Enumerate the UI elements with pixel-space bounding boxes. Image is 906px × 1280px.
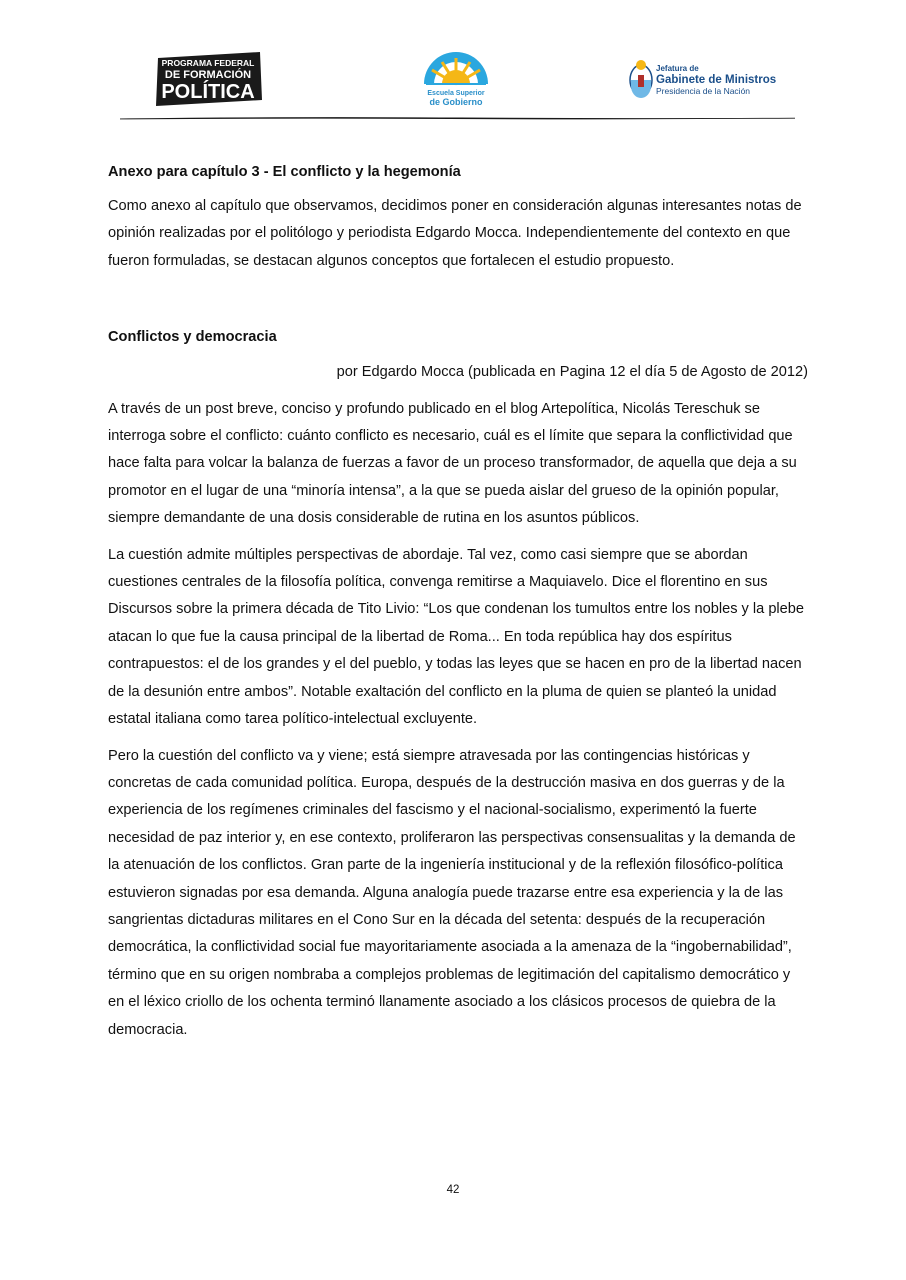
body-paragraph: Pero la cuestión del conflicto va y viene; está siempre atravesada por las contingencias históricas y concretas de cada comunidad política. Europa, después de la destrucción masiva en dos guerras y de la experiencia de los regímenes criminales del fascismo y el nacional-socialismo, experimentó la fuerte necesidad de paz interior y, en ese contexto, proliferaron las perspectivas consensualitas y la demanda de la atenuación de los conflictos. Gran parte de la ingeniería institucional y de la reflexión filosófico-política estuvieron signadas por esa demanda. Alguna analogía puede trazarse entre esa experiencia y la de las sangrientas dictaduras militares en el Cono Sur en la década del setenta: después de la recuperación democrática, la conflictividad social fue mayoritariamente asociada a la amenaza de la “ingobernabilidad”, término que en su origen nombraba a complejos problemas de legitimación del capitalismo democrático y en el léxico criollo de los ochenta terminó llanamente asociado a los clásicos procesos de quiebra de la democracia.	[108, 747, 796, 1038]
jgm-line1: Jefatura de	[656, 64, 699, 73]
programa-federal-logo	[156, 52, 262, 106]
jefatura-gabinete-logo	[628, 58, 778, 102]
body-paragraph: La cuestión admite múltiples perspectivas de abordaje. Tal vez, como casi siempre que se abordan cuestiones centrales de la filosofía política, convenga remitirse a Maquiavelo. Dice el florentino en sus Discursos sobre la primera década de Tito Livio: “Los que condenan los tumultos entre los nobles y la plebe atacan lo que fue la causa principal de la libertad de Roma... En toda república hay dos espíritus contrapuestos: el de los grandes y el del pueblo, y todas las leyes que se hacen en pro de la libertad nacen de la desunión entre ambos”. Notable exaltación del conflicto en la pluma de quien se planteó la unidad estatal italiana como tarea político-intelectual excluyente.	[108, 546, 805, 728]
page-number: 42	[446, 1184, 460, 1196]
pff-line3: POLÍTICA	[161, 81, 255, 103]
intro-paragraph: Como anexo al capítulo que observamos, decidimos poner en consideración algunas interesantes notas de opinión realizadas por el politólogo y periodista Edgardo Mocca. Independientemente del contexto en que fueron formuladas, se destacan algunos conceptos que fortalecen el estudio propuesto.	[108, 198, 802, 269]
esg-line2: de Gobierno	[429, 97, 483, 107]
document-body	[108, 160, 808, 1044]
jgm-line3: Presidencia de la Nación	[656, 86, 751, 96]
body-paragraph: A través de un post breve, conciso y profundo publicado en el blog Artepolítica, Nicolás Tereschuk se interroga sobre el conflicto: cuánto conflicto es necesario, cuál es el límite que separa la conflictividad que hace falta para volcar la balanza de fuerzas a favor de un proceso transformador, de aquella que deja a su promotor en el lugar de una “minoría intensa”, a la que se pueda aislar del grueso de la opinión popular, siempre demandante de una dosis considerable de rutina en los asuntos públicos.	[108, 400, 797, 527]
jgm-line2: Gabinete de Ministros	[656, 74, 777, 86]
page-header	[0, 0, 906, 130]
pff-line1: PROGRAMA FEDERAL	[161, 58, 255, 68]
article-heading: Conflictos y democracia	[108, 329, 277, 346]
esg-line1: Escuela Superior	[427, 90, 485, 97]
header-divider	[120, 116, 795, 120]
article-byline: por Edgardo Mocca (publicada en Pagina 12 el día 5 de Agosto de 2012)	[336, 364, 808, 381]
pff-line2: DE FORMACIÓN	[164, 69, 252, 81]
escuela-superior-logo	[418, 50, 494, 108]
annex-heading: Anexo para capítulo 3 - El conflicto y la hegemonía	[108, 164, 461, 180]
